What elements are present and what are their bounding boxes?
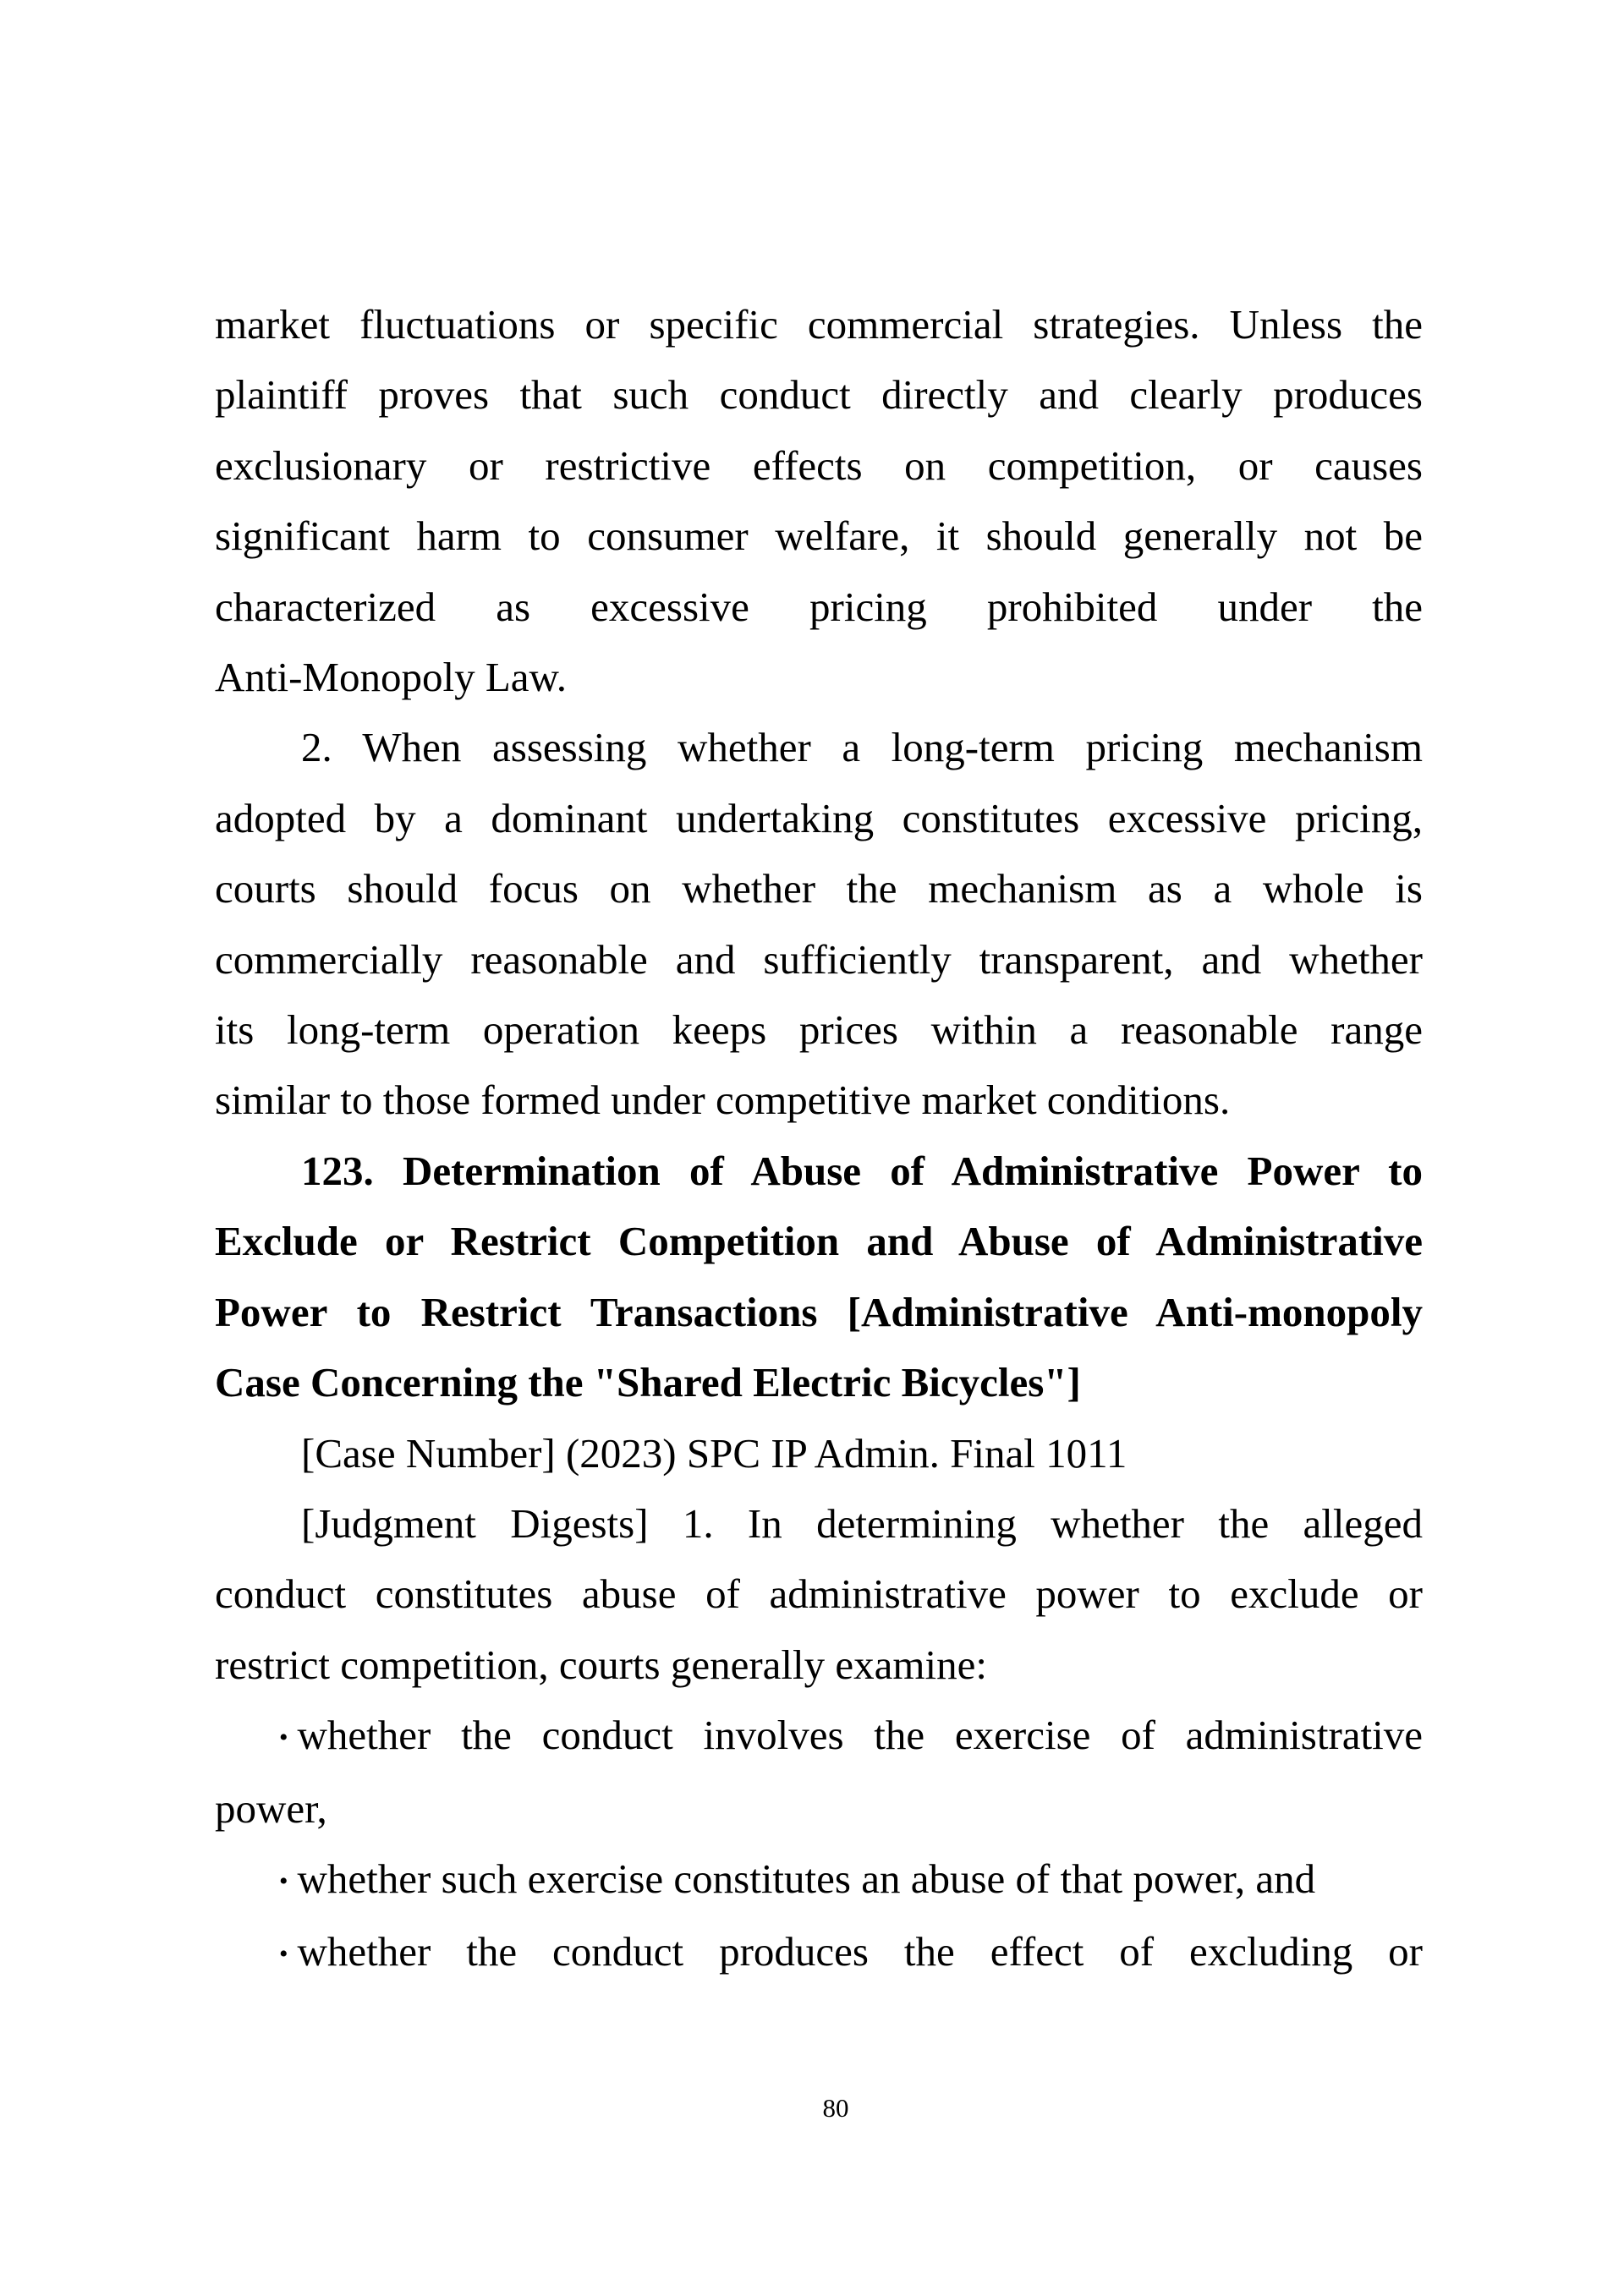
text-line: • whether such exercise constitutes an abuse of that power, and (279, 1855, 1316, 1902)
bullet-icon: • (279, 1866, 288, 1895)
text-line: • whether the conduct involves the exercise of administrative (279, 1712, 1423, 1759)
text-line: Case Concerning the "Shared Electric Bicycles"] (215, 1359, 1081, 1406)
text-line: 2. When assessing whether a long-term pricing mechanism (301, 724, 1423, 771)
text-line: its long-term operation keeps prices within a reasonable range (215, 1006, 1423, 1054)
text-line: • whether the conduct produces the effect of excluding or (279, 1928, 1423, 1975)
bullet-item-2 (215, 1844, 1423, 1916)
text-block (215, 289, 1423, 1990)
text-line: characterized as excessive pricing prohibited under the (215, 583, 1423, 630)
text-line: market fluctuations or specific commercial strategies. Unless the (215, 301, 1423, 348)
paragraph-continuation (215, 289, 1423, 712)
bullet-icon: • (279, 1723, 288, 1752)
text-line: [Judgment Digests] 1. In determining whether the alleged (301, 1499, 1423, 1547)
text-line: restrict competition, courts generally examine: (215, 1641, 987, 1688)
bullet-item-3 (215, 1916, 1423, 1989)
text-line: exclusionary or restrictive effects on competition, or causes (215, 441, 1423, 489)
text-line: adopted by a dominant undertaking constitutes excessive pricing, (215, 794, 1423, 841)
text-line: commercially reasonable and sufficiently transparent, and whether (215, 935, 1423, 983)
bullet-icon: • (279, 1940, 288, 1969)
paragraph-judgment-digests (215, 1488, 1423, 1700)
page-number: 80 (822, 2093, 849, 2123)
paragraph-point-2 (215, 712, 1423, 1135)
text-line: Power to Restrict Transactions [Administrative Anti-monopoly (215, 1288, 1423, 1335)
text-line: [Case Number] (2023) SPC IP Admin. Final 1011 (301, 1429, 1127, 1477)
text-line: similar to those formed under competitive market conditions. (215, 1077, 1231, 1124)
heading-case-123 (215, 1136, 1423, 1418)
text-line: Exclude or Restrict Competition and Abuse of Administrative (215, 1218, 1423, 1265)
text-line: 123. Determination of Abuse of Administrative Power to (301, 1147, 1423, 1194)
text-line: power, (215, 1784, 327, 1832)
paragraph-case-number (215, 1418, 1423, 1488)
text-line: plaintiff proves that such conduct directly and clearly produces (215, 371, 1423, 419)
bullet-item-1 (215, 1700, 1423, 1844)
text-line: Anti-Monopoly Law. (215, 654, 567, 701)
text-line: conduct constitutes abuse of administrative power to exclude or (215, 1570, 1423, 1618)
text-line: courts should focus on whether the mechanism as a whole is (215, 865, 1423, 912)
text-line: significant harm to consumer welfare, it should generally not be (215, 512, 1423, 560)
